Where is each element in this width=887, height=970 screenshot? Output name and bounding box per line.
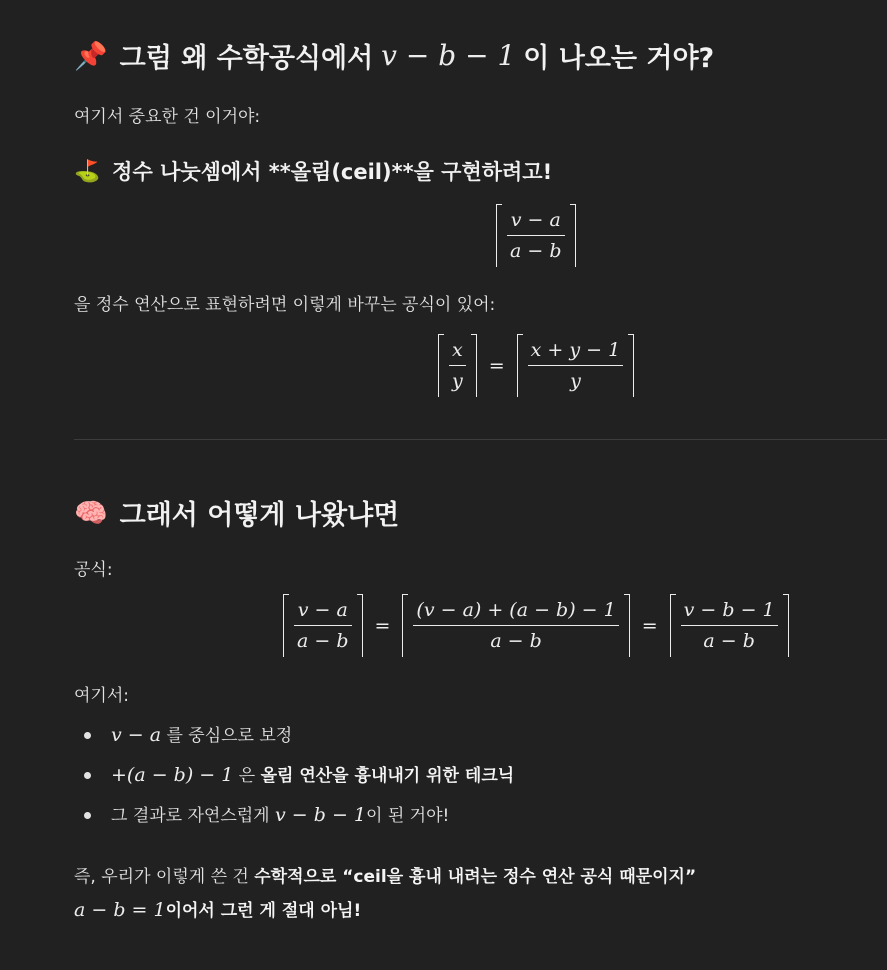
formula-ceil-fraction <box>494 204 578 267</box>
fraction <box>526 334 626 397</box>
fraction-denominator: y <box>452 370 463 392</box>
fraction-numerator: v − a <box>510 209 561 231</box>
golf-flag-icon: ⛳ <box>74 158 101 183</box>
section-title-suffix: 이 나오는 거야? <box>523 43 715 74</box>
inline-math: v − a <box>111 724 162 746</box>
formula-ceil-identity <box>436 334 636 397</box>
fraction <box>292 594 354 657</box>
title-math-expression: v − b − 1 <box>381 39 516 72</box>
fraction <box>679 594 780 657</box>
section-divider <box>74 439 887 440</box>
where-label: 여기서: <box>74 686 129 706</box>
formula-label: 공식: <box>74 560 113 580</box>
final-bold: 이어서 그런 게 절대 아님! <box>165 901 362 921</box>
equals-sign: = <box>641 614 658 637</box>
brain-icon: 🧠 <box>74 497 108 529</box>
list-item-bold: 올림 연산을 흉내내기 위한 테크닉 <box>260 766 515 786</box>
fraction <box>411 594 620 657</box>
fraction-denominator: a − b <box>510 240 562 262</box>
inline-math: v − b − 1 <box>275 804 366 826</box>
list-item-text: 이 된 거야! <box>366 806 450 826</box>
ceil-bracket <box>438 334 477 397</box>
fraction-numerator: x <box>452 339 463 361</box>
fraction-denominator: a − b <box>703 630 755 652</box>
explanation-list <box>74 715 514 835</box>
ceil-bracket <box>283 594 363 657</box>
subheading-text: 정수 나눗셈에서 **올림(ceil)**을 구현하려고! <box>112 160 553 184</box>
fraction <box>505 204 567 267</box>
formula-derivation <box>281 594 791 657</box>
section-title-text: 그래서 어떻게 나왔냐면 <box>119 500 400 531</box>
fraction <box>447 334 468 397</box>
list-item <box>74 755 514 795</box>
inline-math: a − b = 1 <box>74 899 166 921</box>
conclusion-bold: 수학적으로 “ceil을 흉내 내려는 정수 연산 공식 때문이지” <box>254 867 697 887</box>
pushpin-icon: 📌 <box>74 40 108 72</box>
equals-sign: = <box>374 614 391 637</box>
list-item <box>74 715 514 755</box>
ceil-bracket <box>496 204 576 267</box>
ceil-bracket <box>402 594 629 657</box>
fraction-denominator: a − b <box>297 630 349 652</box>
ceil-bracket <box>670 594 789 657</box>
section-title-how <box>74 493 399 532</box>
inline-math: +(a − b) − 1 <box>111 764 234 786</box>
fraction-denominator: y <box>570 370 581 392</box>
conclusion-text: 즉, 우리가 이렇게 쓴 건 <box>74 867 249 887</box>
list-item-text: 은 <box>238 766 256 786</box>
equals-sign: = <box>488 354 505 377</box>
list-item <box>74 795 514 835</box>
ceil-bracket <box>517 334 635 397</box>
final-line <box>74 896 361 921</box>
conclusion-line <box>74 862 696 887</box>
fraction-numerator: (v − a) + (a − b) − 1 <box>416 599 616 621</box>
fraction-denominator: a − b <box>490 630 542 652</box>
fraction-numerator: v − b − 1 <box>683 599 775 621</box>
section-title-why <box>74 36 714 75</box>
subheading-ceil <box>74 156 552 186</box>
fraction-numerator: v − a <box>297 599 348 621</box>
fraction-numerator: x + y − 1 <box>530 339 621 361</box>
list-item-text: 그 결과로 자연스럽게 <box>111 806 270 826</box>
explain-text: 을 정수 연산으로 표현하려면 이렇게 바꾸는 공식이 있어: <box>74 295 496 315</box>
section-title-prefix: 그럼 왜 수학공식에서 <box>119 43 374 74</box>
intro-text: 여기서 중요한 건 이거야: <box>74 107 261 127</box>
list-item-text: 를 중심으로 보정 <box>166 726 293 746</box>
